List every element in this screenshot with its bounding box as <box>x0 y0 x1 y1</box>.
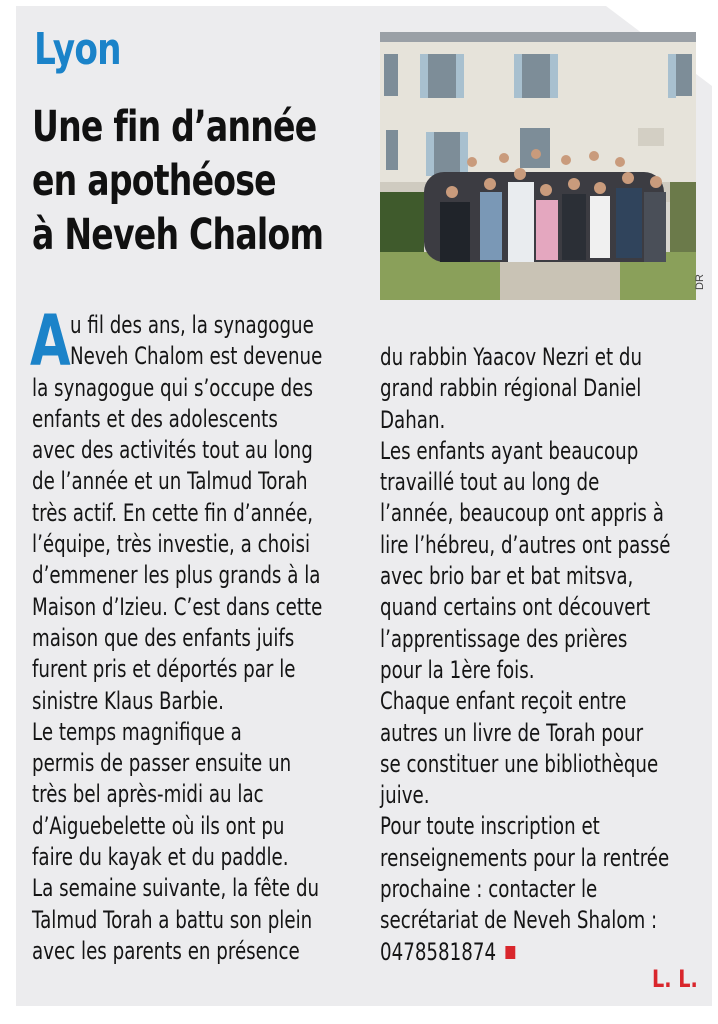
body-line: l’apprentissage des prières <box>380 624 628 653</box>
body-line: Maison d’Izieu. C’est dans cette <box>32 592 323 621</box>
headline-line: en apothéose <box>32 156 276 206</box>
body-line: l’équipe, très investie, a choisi <box>32 530 311 559</box>
body-line: travaillé tout au long de <box>380 468 600 497</box>
body-line: u fil des ans, la synagogue <box>70 311 314 339</box>
body-line-last <box>380 937 670 968</box>
body-line: juive. <box>380 781 430 810</box>
body-line: avec des activités tout au long <box>32 436 313 465</box>
article-headline <box>32 100 355 262</box>
body-line: quand certains ont découvert <box>380 593 651 622</box>
body-line: faire du kayak et du paddle. <box>32 843 289 872</box>
body-line: Les enfants ayant beaucoup <box>380 436 639 465</box>
body-line: renseignements pour la rentrée <box>380 843 670 872</box>
body-line: avec brio bar et bat mitsva, <box>380 562 634 591</box>
body-line: l’année, beaucoup ont appris à <box>380 499 664 528</box>
article-column-1 <box>32 310 322 967</box>
body-line: Chaque enfant reçoit entre <box>380 687 627 716</box>
body-line: autres un livre de Torah pour <box>380 718 644 747</box>
body-line: sinistre Klaus Barbie. <box>32 686 224 715</box>
body-line: d’emmener les plus grands à la <box>32 561 321 590</box>
article-column-2 <box>380 342 670 968</box>
drop-cap: A <box>30 300 71 382</box>
body-line: la synagogue qui s’occupe des <box>32 373 313 402</box>
body-line: Le temps magnifique a <box>32 717 242 746</box>
body-line: Dahan. <box>380 405 446 434</box>
body-line: maison que des enfants juifs <box>32 623 295 652</box>
headline-line: à Neveh Chalom <box>32 210 324 260</box>
article-kicker: Lyon <box>34 24 121 75</box>
body-line: de l’année et un Talmud Torah <box>32 467 308 496</box>
photo-credit: DR <box>694 274 706 290</box>
body-line: permis de passer ensuite un <box>32 749 292 778</box>
author-signature: L. L. <box>652 965 698 993</box>
group-photo <box>380 32 696 300</box>
body-line: Pour toute inscription et <box>380 812 600 841</box>
body-line: furent pris et déportés par le <box>32 655 296 684</box>
body-line: d’Aiguebelette où ils ont pu <box>32 811 285 840</box>
body-line: grand rabbin régional Daniel <box>380 374 642 403</box>
body-line: pour la 1ère fois. <box>380 655 535 684</box>
body-line: très bel après-midi au lac <box>32 780 264 809</box>
body-line: du rabbin Yaacov Nezri et du <box>380 343 643 371</box>
body-line: La semaine suivante, la fête du <box>32 874 320 903</box>
end-mark-icon <box>505 946 515 959</box>
body-line: très actif. En cette fin d’année, <box>32 498 314 527</box>
body-line: enfants et des adolescents <box>32 404 278 433</box>
body-line: secrétariat de Neveh Shalom : <box>380 906 658 935</box>
body-line: prochaine : contacter le <box>380 875 598 904</box>
body-line: lire l’hébreu, d’autres ont passé <box>380 530 671 559</box>
body-line: Talmud Torah a battu son plein <box>32 905 313 934</box>
body-line: Neveh Chalom est devenue <box>70 342 323 371</box>
headline-line: Une fin d’année <box>32 102 317 152</box>
body-line: avec les parents en présence <box>32 936 300 965</box>
phone-number: 0478581874 <box>380 937 497 966</box>
body-line: se constituer une bibliothèque <box>380 749 659 778</box>
